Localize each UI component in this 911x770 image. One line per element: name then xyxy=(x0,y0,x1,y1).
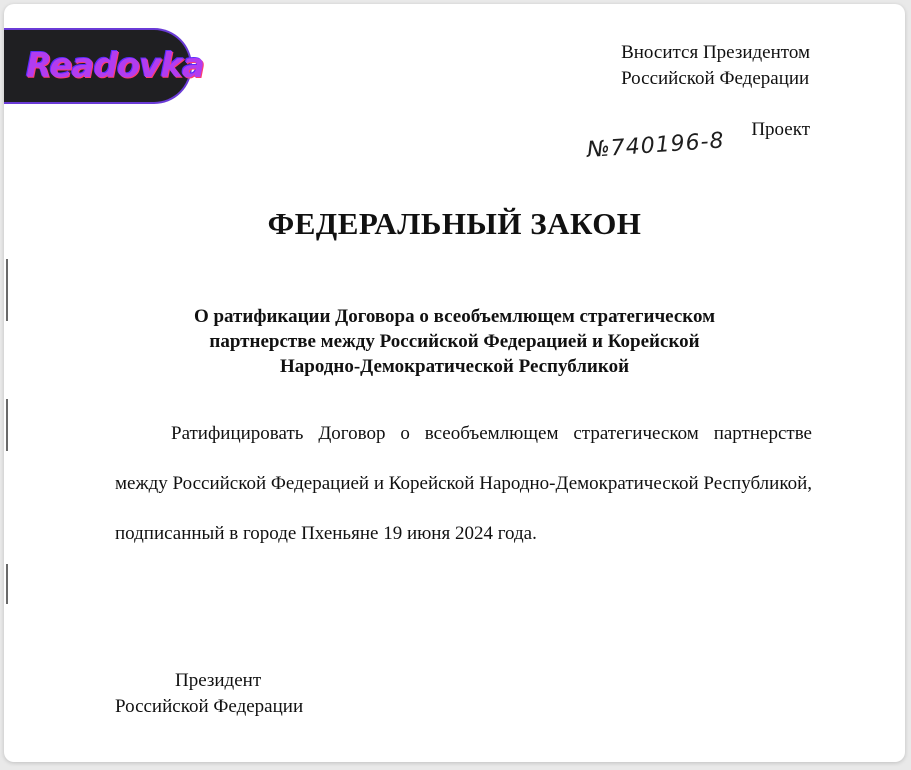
scan-edge-mark xyxy=(6,399,8,451)
logo-text: Readovka xyxy=(26,46,204,86)
submitted-by-line2: Российской Федерации xyxy=(621,68,810,89)
scan-edge-mark xyxy=(6,564,8,604)
handwritten-registration-number: №740196-8 xyxy=(586,128,726,163)
signature-block xyxy=(115,668,303,720)
signature-organization: Российской Федерации xyxy=(115,696,304,717)
document-title xyxy=(154,304,755,379)
scan-edge-mark xyxy=(6,259,8,321)
draft-label: Проект xyxy=(751,119,810,140)
document-page xyxy=(4,4,905,762)
title-line: партнерстве между Российской Федерацией и Корейской xyxy=(209,331,700,352)
document-type-heading: ФЕДЕРАЛЬНЫЙ ЗАКОН xyxy=(267,206,642,241)
submitted-by-line1: Вносится Президентом xyxy=(621,42,810,63)
readovka-logo xyxy=(4,28,204,104)
signature-title: Президент xyxy=(175,670,262,691)
title-line: О ратификации Договора о всеобъемлющем стратегическом xyxy=(193,306,716,327)
title-line: Народно-Демократической Республикой xyxy=(279,356,630,377)
law-body-paragraph: Ратифицировать Договор о всеобъемлющем стратегическом партнерстве между Российской Федерацией и Корейской Народно-Демократической Республикой, подписанный в городе Пхеньяне 19 июня 2024 года. xyxy=(115,423,812,544)
submitted-by xyxy=(621,40,810,92)
